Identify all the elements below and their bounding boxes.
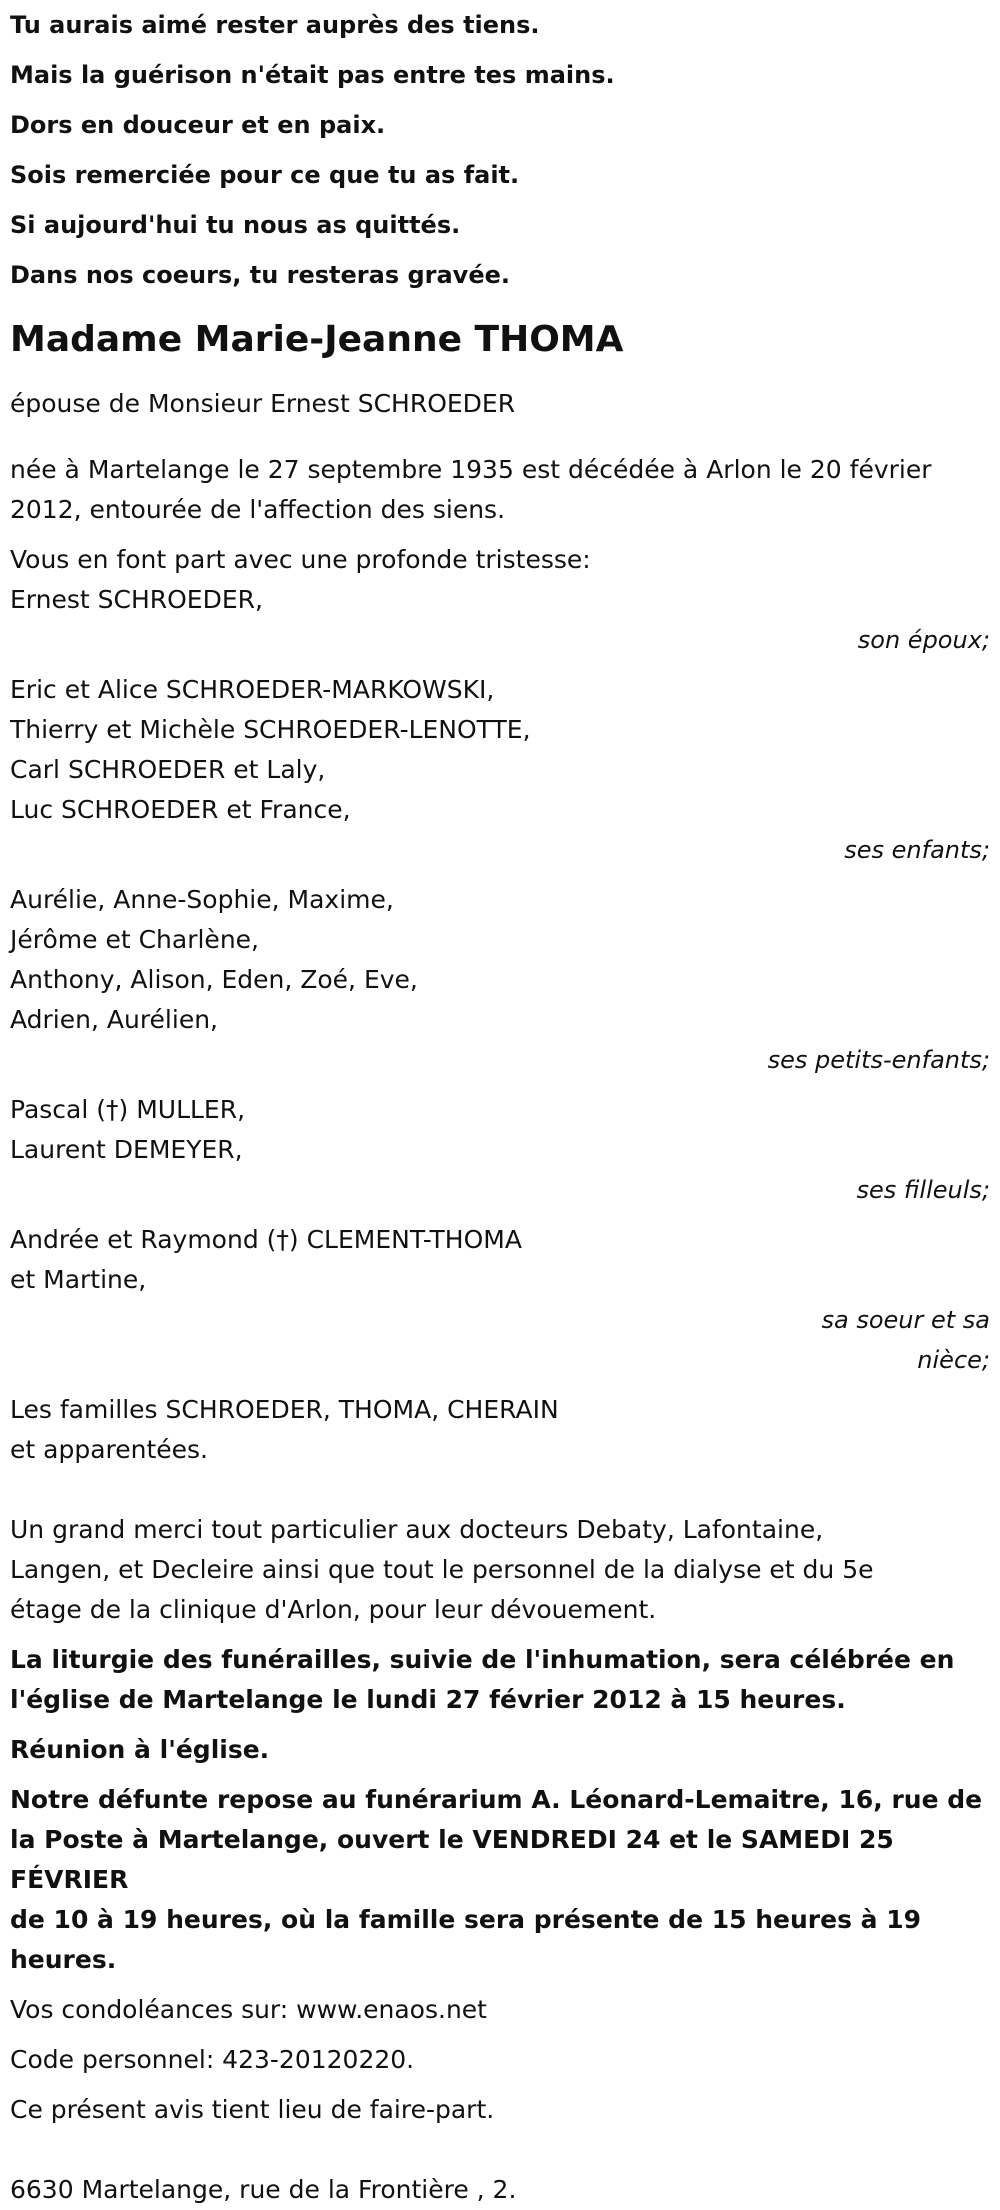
relation-label-line: sa soeur et sa xyxy=(821,1306,990,1334)
family-name: Jérôme et Charlène, xyxy=(10,925,259,954)
family-name: Laurent DEMEYER, xyxy=(10,1135,243,1164)
family-name: Aurélie, Anne-Sophie, Maxime, xyxy=(10,885,394,914)
group-children xyxy=(10,670,990,870)
poem-line: Mais la guérison n'était pas entre tes mains. xyxy=(10,61,615,89)
families xyxy=(10,1390,990,1470)
family-name: Anthony, Alison, Eden, Zoé, Eve, xyxy=(10,965,418,994)
relation-label: ses filleuls; xyxy=(856,1176,990,1204)
birth-death-line: 2012, entourée de l'affection des siens. xyxy=(10,495,506,524)
family-name: Andrée et Raymond (†) CLEMENT-THOMA xyxy=(10,1225,522,1254)
thanks-line: Un grand merci tout particulier aux docteurs Debaty, Lafontaine, xyxy=(10,1515,824,1544)
condolences-line: Vos condoléances sur: www.enaos.net xyxy=(10,1995,487,2024)
poem-line: Tu aurais aimé rester auprès des tiens. xyxy=(10,11,540,39)
family-name: Luc SCHROEDER et France, xyxy=(10,795,351,824)
group-grandchildren xyxy=(10,880,990,1080)
funerarium-line: Notre défunte repose au funérarium A. Léonard-Lemaitre, 16, rue de xyxy=(10,1785,983,1814)
funerarium-line: la Poste à Martelange, ouvert le VENDREDI 24 et le SAMEDI 25 FÉVRIER xyxy=(10,1825,894,1894)
liturgy xyxy=(10,1640,990,1720)
relation-label: ses petits-enfants; xyxy=(767,1046,990,1074)
family-name: Eric et Alice SCHROEDER-MARKOWSKI, xyxy=(10,675,495,704)
family-name: Adrien, Aurélien, xyxy=(10,1005,218,1034)
group-spouse xyxy=(10,580,990,660)
families-line: et apparentées. xyxy=(10,1435,208,1464)
poem-line: Dors en douceur et en paix. xyxy=(10,111,386,139)
poem-line: Si aujourd'hui tu nous as quittés. xyxy=(10,211,461,239)
funerarium xyxy=(10,1780,990,1980)
funerarium-line: heures. xyxy=(10,1945,117,1974)
notice-line: Ce présent avis tient lieu de faire-part. xyxy=(10,2095,495,2124)
family-name: Carl SCHROEDER et Laly, xyxy=(10,755,326,784)
relation-label: ses enfants; xyxy=(844,836,990,864)
spouse-line: épouse de Monsieur Ernest SCHROEDER xyxy=(10,389,516,418)
relation-label: son époux; xyxy=(857,626,990,654)
poem xyxy=(10,0,990,292)
group-godchildren xyxy=(10,1090,990,1210)
relation-label-line: nièce; xyxy=(917,1346,990,1374)
birth-death xyxy=(10,450,990,530)
announce-line: Vous en font part avec une profonde tristesse: xyxy=(10,545,591,574)
liturgy-line: l'église de Martelange le lundi 27 février 2012 à 15 heures. xyxy=(10,1685,846,1714)
reunion-line: Réunion à l'église. xyxy=(10,1735,270,1764)
group-sister xyxy=(10,1220,990,1380)
poem-line: Dans nos coeurs, tu resteras gravée. xyxy=(10,261,510,289)
family-name: et Martine, xyxy=(10,1265,147,1294)
thanks xyxy=(10,1510,990,1630)
family-name: Thierry et Michèle SCHROEDER-LENOTTE, xyxy=(10,715,531,744)
poem-line: Sois remerciée pour ce que tu as fait. xyxy=(10,161,520,189)
family-name: Ernest SCHROEDER, xyxy=(10,585,263,614)
relation-label xyxy=(790,1300,990,1380)
deceased-name: Madame Marie-Jeanne THOMA xyxy=(10,319,624,360)
liturgy-line: La liturgie des funérailles, suivie de l'inhumation, sera célébrée en xyxy=(10,1645,955,1674)
birth-death-line: née à Martelange le 27 septembre 1935 est décédée à Arlon le 20 février xyxy=(10,455,932,484)
family-name: Pascal (†) MULLER, xyxy=(10,1095,246,1124)
personal-code: Code personnel: 423-20120220. xyxy=(10,2045,415,2074)
thanks-line: Langen, et Decleire ainsi que tout le personnel de la dialyse et du 5e xyxy=(10,1555,874,1584)
families-line: Les familles SCHROEDER, THOMA, CHERAIN xyxy=(10,1395,559,1424)
thanks-line: étage de la clinique d'Arlon, pour leur dévouement. xyxy=(10,1595,657,1624)
funerarium-line: de 10 à 19 heures, où la famille sera présente de 15 heures à 19 xyxy=(10,1905,922,1934)
address-line: 6630 Martelange, rue de la Frontière , 2. xyxy=(10,2175,517,2204)
